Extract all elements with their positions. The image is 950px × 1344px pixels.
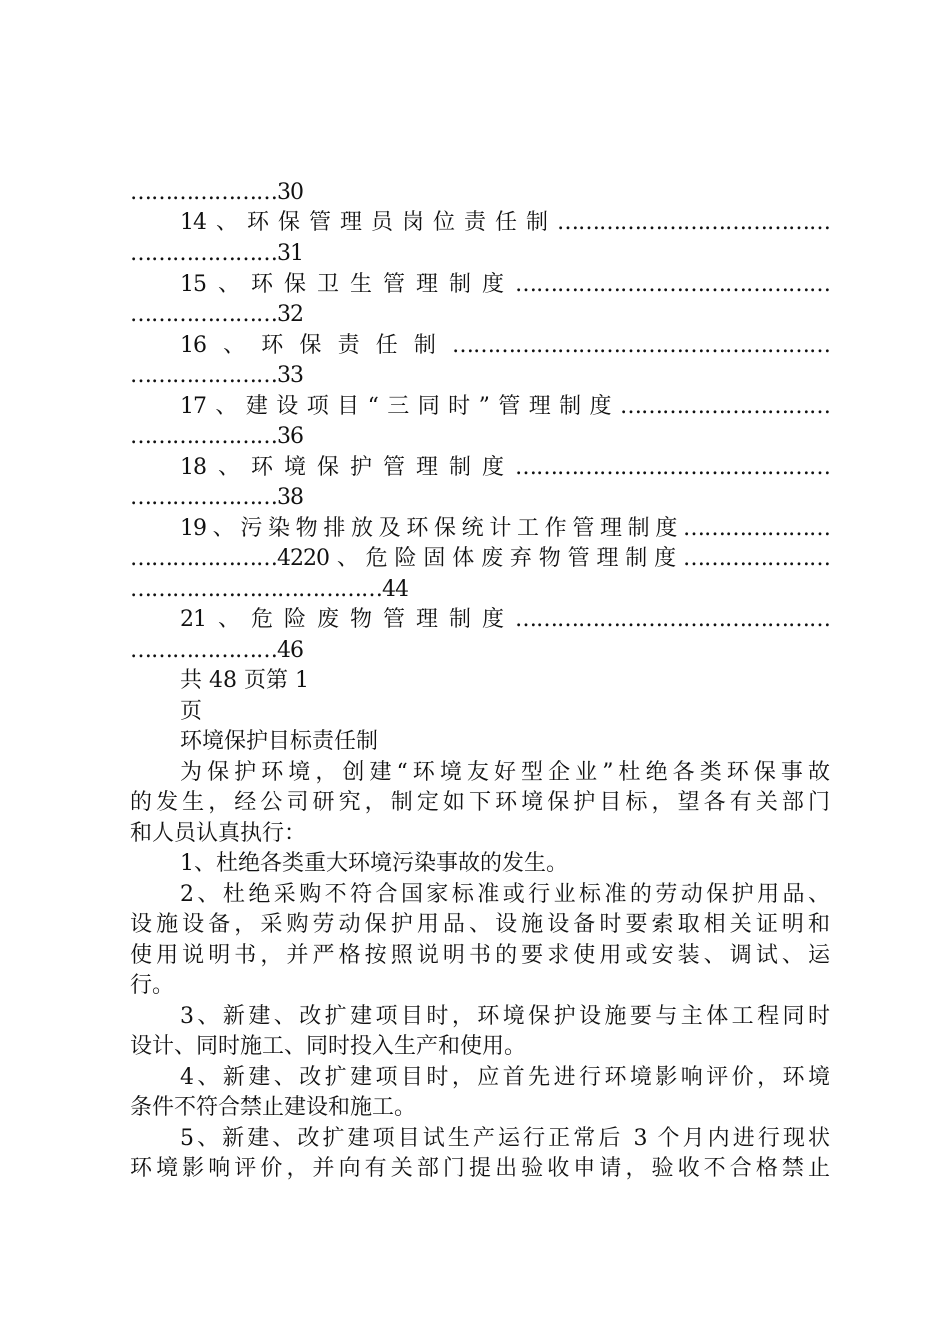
toc-entry-17: 17、建设项目“三同时”管理制度………………………… bbox=[180, 394, 830, 419]
body-line: 1、杜绝各类重大环境污染事故的发生。 bbox=[180, 851, 568, 876]
body-line: 使用说明书，并严格按照说明书的要求使用或安装、调试、运 bbox=[130, 943, 830, 968]
toc-entry-14: 14、环保管理员岗位责任制………………………………… bbox=[180, 210, 830, 235]
body-line: 条件不符合禁止建设和施工。 bbox=[130, 1095, 417, 1120]
body-line: 的发生，经公司研究，制定如下环境保护目标，望各有关部门 bbox=[130, 790, 830, 815]
body-line: 和人员认真执行： bbox=[130, 821, 307, 846]
body-line: 2、杜绝采购不符合国家标准或行业标准的劳动保护用品、 bbox=[180, 882, 830, 907]
body-line: 设计、同时施工、同时投入生产和使用。 bbox=[130, 1034, 527, 1059]
body-line: 3、新建、改扩建项目时，环境保护设施要与主体工程同时 bbox=[180, 1004, 830, 1029]
toc-entry-19: 19、污染物排放及环保统计工作管理制度………………… bbox=[180, 516, 830, 541]
toc-entry-21: 21、危险废物管理制度……………………………………… bbox=[180, 607, 830, 632]
section-title: 环境保护目标责任制 bbox=[180, 729, 379, 754]
toc-entry-16: 16、环保责任制……………………………………………… bbox=[180, 333, 830, 358]
toc-entry-18: 18、环境保护管理制度……………………………………… bbox=[180, 455, 830, 480]
body-line: 4、新建、改扩建项目时，应首先进行环境影响评价，环境 bbox=[180, 1065, 830, 1090]
body-line: 行。 bbox=[130, 973, 175, 998]
toc-line: …………………31 bbox=[130, 241, 303, 266]
page-word: 页 bbox=[180, 699, 203, 724]
toc-entry-15: 15、环保卫生管理制度……………………………………… bbox=[180, 272, 830, 297]
toc-line: …………………38 bbox=[130, 485, 303, 510]
toc-line: …………………46 bbox=[130, 638, 303, 663]
body-line: 环境影响评价，并向有关部门提出验收申请，验收不合格禁止 bbox=[130, 1156, 830, 1181]
toc-line: …………………32 bbox=[130, 302, 303, 327]
toc-line: …………………30 bbox=[130, 180, 303, 205]
page-count: 共 48 页第 1 bbox=[180, 668, 309, 693]
toc-line: …………………36 bbox=[130, 424, 303, 449]
toc-line: …………………33 bbox=[130, 363, 303, 388]
body-line: 为保护环境，创建“环境友好型企业”杜绝各类环保事故 bbox=[180, 760, 830, 785]
toc-line: ………………………………44 bbox=[130, 577, 408, 602]
body-line: 设施设备，采购劳动保护用品、设施设备时要索取相关证明和 bbox=[130, 912, 830, 937]
body-line: 5、新建、改扩建项目试生产运行正常后 3 个月内进行现状 bbox=[180, 1126, 830, 1151]
toc-entry-20: …………………4220、危险固体废弃物管理制度………………… bbox=[130, 546, 830, 571]
